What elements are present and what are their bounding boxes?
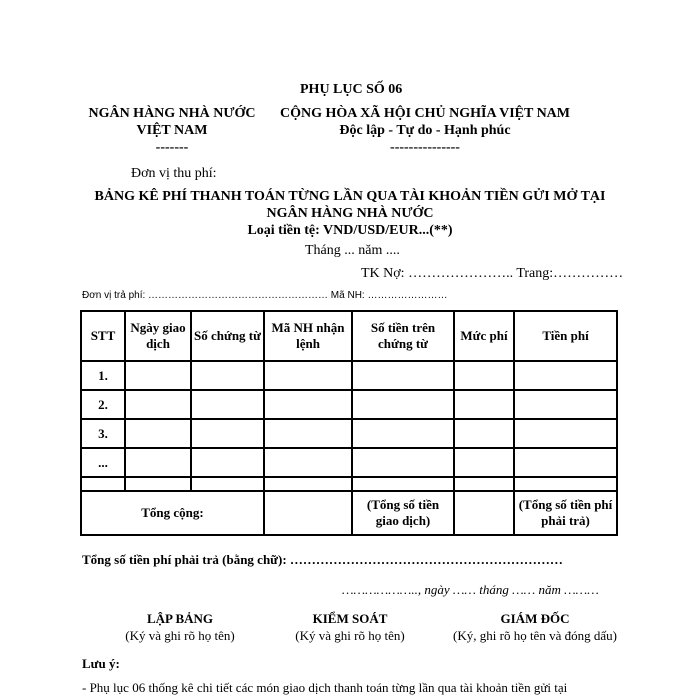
header-fee: Tiền phí (514, 311, 617, 361)
account-line: TK Nợ: ………………….. Trang:…………… (361, 266, 624, 281)
table-cell[interactable] (264, 477, 352, 491)
signature-note: (Ký và ghi rõ họ tên) (125, 628, 235, 643)
fee-table (80, 310, 618, 536)
header-amount: Số tiền trên chứng từ (352, 311, 454, 361)
payer-line: Đơn vị trả phí: ……………………………………………… Mã NH: …………………… (82, 290, 448, 301)
table-cell[interactable] (352, 390, 454, 419)
table-cell[interactable] (191, 448, 264, 477)
appendix-title: PHỤ LỤC SỐ 06 (300, 82, 403, 97)
issuer-block (82, 105, 262, 156)
table-row (81, 448, 617, 477)
total-label: Tổng cộng: (81, 491, 264, 535)
signature-block-controller (270, 610, 430, 644)
republic-rule: --------------- (390, 140, 460, 155)
table-cell[interactable] (352, 419, 454, 448)
currency-line: Loại tiền tệ: VND/USD/EUR...(**) (247, 223, 453, 238)
fee-unit-label: Đơn vị thu phí: (131, 166, 217, 181)
signature-block-director (435, 610, 635, 644)
table-cell[interactable] (352, 477, 454, 491)
table-cell[interactable] (454, 390, 514, 419)
table-header-row (81, 311, 617, 361)
table-total-row (81, 491, 617, 535)
table-cell[interactable] (514, 448, 617, 477)
row-number: ... (81, 448, 125, 477)
table-cell[interactable] (454, 491, 514, 535)
date-line: ……………….., ngày …… tháng …… năm ……… (342, 582, 599, 597)
table-cell[interactable] (264, 390, 352, 419)
signature-note: (Ký, ghi rõ họ tên và đóng dấu) (453, 628, 617, 643)
header-bank-code: Mã NH nhận lệnh (264, 311, 352, 361)
period-line: Tháng ... năm .... (305, 243, 400, 258)
table-cell[interactable] (191, 390, 264, 419)
title-line1: BẢNG KÊ PHÍ THANH TOÁN TỪNG LẦN QUA TÀI KHOẢN TIỀN GỬI MỞ TẠI (94, 189, 606, 204)
table-cell[interactable] (454, 477, 514, 491)
signature-title: GIÁM ĐỐC (500, 611, 570, 626)
total-in-words: Tổng số tiền phí phải trả (bằng chữ): ……………………………………………………… (82, 552, 563, 567)
table-cell[interactable] (454, 448, 514, 477)
table-cell[interactable] (264, 361, 352, 390)
table-row (81, 390, 617, 419)
title-line2: NGÂN HÀNG NHÀ NƯỚC (266, 206, 434, 221)
issuer-rule: ------- (155, 140, 189, 155)
signature-note: (Ký và ghi rõ họ tên) (295, 628, 405, 643)
table-cell[interactable] (191, 419, 264, 448)
header-stt: STT (81, 311, 125, 361)
total-amount: (Tổng số tiền giao dịch) (352, 491, 454, 535)
issuer-line1: NGÂN HÀNG NHÀ NƯỚC (88, 106, 256, 121)
row-number: 2. (81, 390, 125, 419)
table-cell[interactable] (125, 448, 191, 477)
table-cell[interactable] (125, 419, 191, 448)
table-cell[interactable] (125, 361, 191, 390)
table-cell[interactable] (454, 419, 514, 448)
table-cell[interactable] (514, 419, 617, 448)
table-cell[interactable] (264, 491, 352, 535)
total-fee: (Tổng số tiền phí phải trả) (514, 491, 617, 535)
row-number: 3. (81, 419, 125, 448)
table-cell[interactable] (125, 390, 191, 419)
table-row (81, 419, 617, 448)
header-fee-rate: Mức phí (454, 311, 514, 361)
republic-line2: Độc lập - Tự do - Hạnh phúc (339, 123, 511, 138)
signature-title: KIỂM SOÁT (312, 611, 388, 626)
republic-line1: CỘNG HÒA XÃ HỘI CHỦ NGHĨA VIỆT NAM (279, 106, 570, 121)
table-cell[interactable] (454, 361, 514, 390)
note-heading: Lưu ý: (82, 656, 120, 671)
table-cell[interactable] (514, 361, 617, 390)
note-line: - Phụ lục 06 thống kê chi tiết các món giao dịch thanh toán từng lần qua tài khoản tiền gửi tại (82, 680, 568, 695)
table-cell[interactable] (191, 477, 264, 491)
signature-block-preparer (100, 610, 260, 644)
table-cell[interactable] (264, 419, 352, 448)
table-row (81, 361, 617, 390)
row-number: 1. (81, 361, 125, 390)
issuer-line2: VIỆT NAM (136, 123, 208, 138)
table-cell[interactable] (352, 361, 454, 390)
table-cell[interactable] (264, 448, 352, 477)
header-doc-number: Số chứng từ (191, 311, 264, 361)
signature-title: LẬP BẢNG (146, 611, 214, 626)
table-row (81, 477, 617, 491)
document-title (60, 188, 640, 239)
header-date: Ngày giao dịch (125, 311, 191, 361)
republic-block (270, 105, 580, 156)
table-cell[interactable] (81, 477, 125, 491)
table-cell[interactable] (125, 477, 191, 491)
table-cell[interactable] (352, 448, 454, 477)
table-cell[interactable] (514, 477, 617, 491)
table-cell[interactable] (191, 361, 264, 390)
table-cell[interactable] (514, 390, 617, 419)
